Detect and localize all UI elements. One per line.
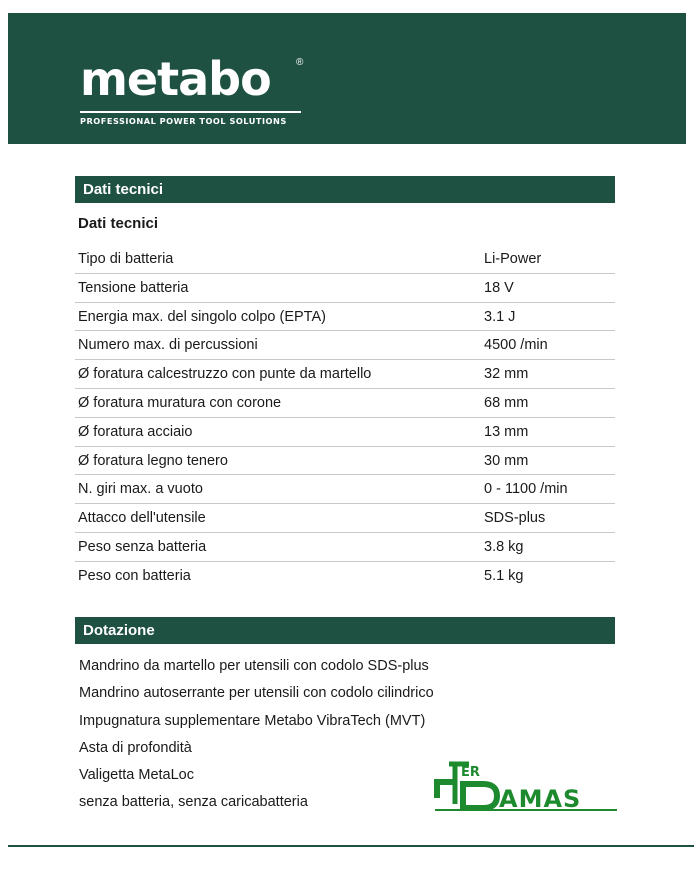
dealer-logo-graphic [433,758,619,816]
equipment-header: Dotazione [75,617,615,644]
spec-label: Ø foratura calcestruzzo con punte da martello [78,366,372,383]
spec-label: Peso con batteria [78,567,191,584]
spec-value: 68 mm [484,394,529,411]
spec-row [75,274,615,303]
dealer-logo-main-text: AMAS [499,785,582,813]
list-item: Mandrino da martello per utensili con codolo SDS-plus [79,658,429,674]
spec-value: SDS-plus [484,510,546,527]
spec-row [75,389,615,418]
list-item: Asta di profondità [79,739,192,756]
spec-row [75,504,615,533]
spec-row [75,475,615,504]
spec-value: 0 - 1100 /min [484,481,568,498]
spec-value: 3.1 J [484,308,516,325]
technical-data-header: Dati tecnici [75,176,615,203]
spec-value: 30 mm [484,452,529,469]
spec-row [75,418,615,447]
footer-divider [8,845,694,847]
spec-row [75,360,615,389]
spec-label: Tipo di batteria [78,251,174,267]
spec-label: Energia max. del singolo colpo (EPTA) [78,308,326,325]
list-item: Mandrino autoserrante per utensili con codolo cilindrico [79,685,434,702]
logo-tagline: PROFESSIONAL POWER TOOL SOLUTIONS [80,116,287,126]
spec-row [75,533,615,562]
spec-value: 4500 /min [484,337,548,354]
brand-header [8,13,686,144]
spec-label: Ø foratura muratura con corone [78,394,282,411]
spec-row [75,331,615,360]
spec-value: 13 mm [484,423,529,440]
spec-value: Li-Power [484,251,542,267]
logo-rule [80,111,301,113]
technical-data-subheader: Dati tecnici [78,215,159,232]
spec-label: Numero max. di percussioni [78,337,258,354]
spec-row [75,303,615,332]
list-item: Valigetta MetaLoc [79,767,194,784]
registered-mark: ® [296,57,304,68]
list-item: Impugnatura supplementare Metabo VibraTech (MVT) [79,712,426,729]
equipment-list [79,656,434,820]
metabo-logo [80,52,304,126]
spec-row [75,245,615,274]
spec-label: Ø foratura legno tenero [78,452,228,469]
spec-value: 3.8 kg [484,538,524,555]
spec-label: Attacco dell'utensile [78,510,206,527]
spec-label: Tensione batteria [78,279,189,296]
spec-value: 18 V [484,279,514,296]
dealer-logo-top-text: ER [461,765,480,780]
spec-value: 5.1 kg [484,567,524,584]
list-item: senza batteria, senza caricabatteria [79,794,308,811]
spec-table [75,245,615,591]
spec-label: Ø foratura acciaio [78,423,193,440]
dealer-logo [433,758,619,821]
logo-wordmark: metabo [80,52,271,106]
spec-label: Peso senza batteria [78,538,207,555]
spec-row [75,447,615,476]
spec-value: 32 mm [484,366,529,383]
spec-row [75,562,615,591]
spec-label: N. giri max. a vuoto [78,481,203,498]
